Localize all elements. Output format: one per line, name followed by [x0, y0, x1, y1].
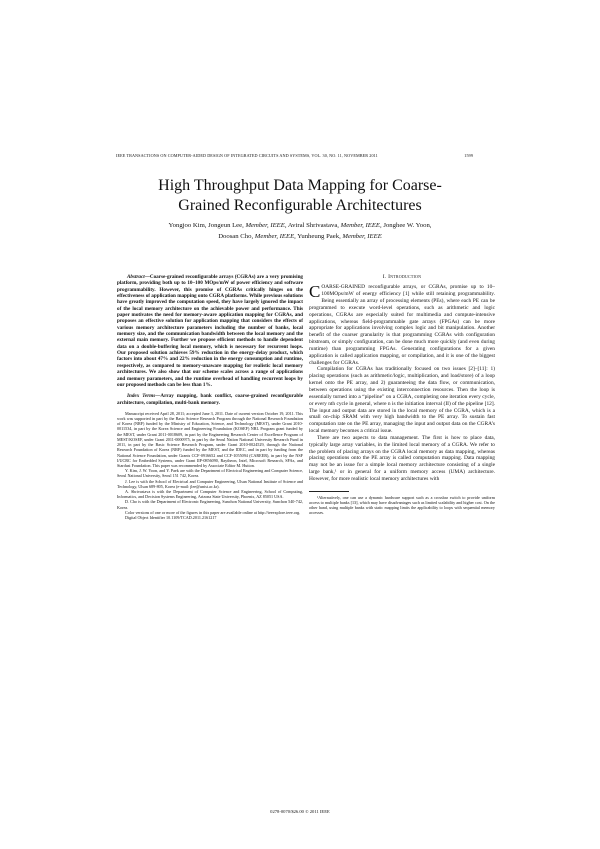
abstract-text: —Coarse-grained reconfigurable arrays (CGRAs) are a very promising platform, providing both up to 10–100 MOps/mW of power efficiency and software programmability. However, this promise of CGRAs critically hinges on the effectiveness of application mapping onto CGRA platforms. While previous solutions have greatly improved the computation speed, they have largely ignored the impact of the local memory architecture on the achievable power and performance. This paper motivates the need for memory-aware application mapping for CGRAs, and proposes an effective solution for application mapping that considers the effects of various memory architecture parameters including the number of banks, local memory size, and the communication bandwidth between the local memory and the external main memory. Further we propose efficient methods to handle dependent data on a double-buffering local memory, which is necessary for recurrent loops. Our proposed solution achieves 59% reduction in the energy-delay product, which factors into about 47% and 22% reduction in the energy consumption and runtime, respectively, as compared to memory-unaware mapping for realistic local memory architectures. We also show that our scheme scales across a range of applications and memory parameters, and the runtime overhead of handling recurrent loops by our proposed methods can be less than 1%. — [117, 274, 303, 388]
author-list — [116, 220, 484, 242]
footnote-1: ¹Alternatively, one can use a dynamic hardware support such as a crossbar switch to provide uniform access to multiple banks [13], which may have disadvantages such as limited scalability and higher cost. On the other hand, using multiple banks with static mapping limits the applicability to loops with sequential memory accesses. — [309, 494, 495, 516]
author-1: Yongjoo Kim, Jongeun Lee, — [168, 222, 244, 229]
footnote-color: Color versions of one or more of the figures in this paper are available online at http://ieeexplore.ieee.org. — [125, 509, 301, 515]
left-column — [117, 274, 303, 520]
footnote-affiliation-2: J. Lee is with the School of Electrical and Computer Engineering, Ulsan National Institute of Science and Technology, Ulsan 689-805, Korea (e-mail: jlee@unist.ac.kr). — [117, 478, 303, 489]
footnote-affiliation-3: A. Shrivastava is with the Department of Computer Science and Engineering, School of Computing, Informatics, and Decision Systems Engineering, Arizona State University, Phoenix, AZ 85051 USA. — [117, 488, 303, 500]
running-head — [116, 153, 473, 158]
manuscript-footnotes — [117, 411, 303, 520]
title-text: High Throughput Data Mapping for Coarse-Grained Reconfigurable Architectures — [158, 177, 442, 214]
author-4-role: Member, IEEE, — [254, 233, 296, 240]
author-4: Doosan Cho, — [218, 233, 254, 240]
introduction-body — [309, 284, 495, 482]
right-column — [309, 274, 495, 516]
author-2-role: Member, IEEE, — [340, 222, 382, 229]
index-terms — [117, 393, 303, 406]
journal-name: IEEE TRANSACTIONS ON COMPUTER-AIDED DESIGN OF INTEGRATED CIRCUITS AND SYSTEMS, VOL. 30, NO. 11, NOVEMBER 2011 — [116, 153, 378, 158]
index-terms-lead: Index Terms — [127, 393, 156, 400]
paper-title — [0, 176, 600, 215]
footnote-manuscript: Manuscript received April 28, 2011; accepted June 3, 2011. Date of current version October 19, 2011. This work was supported in part by the Basic Science Research Program through the National Research Foundation of Korea (NRF) funded by the Ministry of Education, Science, and Technology (MEST), under Grant 2010-0011534, in part by the Korea Science and Engineering Foundation (KOSEF) NRL Program grant funded by the MEST, under Grant 2011-0018609, in part by the Engineering Research Center of Excellence Program of MEST/KOSEF, under Grant 2011-0000975, in part by the Seoul Nation National University Research Fund in 2011, in part by the Basic Science Research Program, under Grant 2010-0024529, through the National Research Foundation of Korea (NRF) funded by the MEST, and the IDEC, and in part by funding from the National Science Foundation, under Grants CCF-0916652 and CCF-1055094 (CAREER), in part by the NSF I/UCRC for Embedded Systems, under Grant IIP-0856090, Raytheon, Intel, Microsoft Research, SFAz, and Stardust Foundation. This paper was recommended by Associate Editor M. Hutton. — [117, 410, 303, 468]
author-3: Jonghee W. Yoon, — [383, 222, 432, 229]
author-1-role: Member, IEEE, — [245, 222, 287, 229]
section-numeral: I. — [382, 274, 387, 280]
author-5-role: Member, IEEE — [342, 233, 382, 240]
footnote-doi: Digital Object Identifier 10.1109/TCAD.2011.2161217 — [125, 514, 217, 520]
author-5: Yunheung Paek, — [297, 233, 341, 240]
section-title: Introduction — [388, 274, 422, 280]
page-number: 1599 — [464, 153, 473, 158]
drop-cap: C — [309, 282, 321, 302]
footnote-affiliation-1: Y. Kim, J. W. Yoon, and Y. Paek are with the Department of Electrical Engineering and Computer Science, Seoul National University, Seoul 151 742, Korea. — [117, 468, 303, 479]
copyright-line: 0278-0070/$26.00 © 2011 IEEE — [270, 809, 330, 814]
intro-paragraph-3: There are two aspects to data management. The first is how to place data, typically large array variables, in the limited local memory of a CGRA. We refer to the problem of placing arrays on the CGRA local memory as data mapping, whereas placing operations onto the PE array is called computation mapping. Data mapping may not be an issue for a simple local memory architecture consisting of a single large bank,¹ or in general for a uniform memory access (UMA) architecture. However, for more realistic local memory architectures with — [309, 434, 495, 482]
author-2: Aviral Shrivastava, — [287, 222, 339, 229]
footnote-rule — [309, 491, 349, 492]
index-terms-text: —Array mapping, bank conflict, coarse-grained reconfigurable architecture, compilation, multi-bank memory. — [117, 393, 304, 406]
footnote-affiliation-4: D. Cho is with the Department of Electronic Engineering, Sunchon National University, Sunchon 540-742, Korea. — [117, 499, 303, 510]
abstract-lead: Abstract — [127, 274, 145, 280]
section-heading — [309, 274, 495, 280]
intro-paragraph-1 — [309, 284, 495, 366]
intro-paragraph-2: Compilation for CGRAs has traditionally focused on two issues [2]–[11]: 1) placing operations (such as arithmetic/logic, multiplication, and load/store) of a loop kernel onto the PE array, and 2) guaranteeing the data flow, or communication, between operations using the existing interconnection resources. Then the loop is essentially turned into a “pipeline” on a CGRA, completing one iteration every cycle, or every nth cycle in general, where n is the initiation interval (II) of the pipeline [12]. The input and output data are stored in the local memory of the CGRA, which is a small on-chip SRAM with very high bandwidth to the PE array. To sustain fast computation rate on the PE array, managing the input and output data on the CGRA’s local memory becomes a critical issue. — [309, 366, 495, 435]
abstract — [117, 274, 303, 388]
intro-paragraph-1-text: OARSE-GRAINED reconfigurable arrays, or CGRAs, promise up to 10–100MOps/mW of energy efficiency [1] while still retaining programmability. Being essentially an array of processing elements (PEs), where each PE can be programmed to execute word-level operations, such as arithmetic and logic operations, CGRAs are especially suited for multimedia and compute-intensive applications, whereas field-programmable gate arrays (FPGAs) can be more appropriate for applications involving complex logic and bit manipulation. Another benefit of the coarser granularity is that programming CGRAs with configuration bitstream, or simply configuration, can be done much more quickly (and even during runtime) than programming FPGAs. Generating configurations for a given application is called application mapping, or compilation, and it is one of the biggest challenges for CGRAs. — [309, 284, 495, 366]
